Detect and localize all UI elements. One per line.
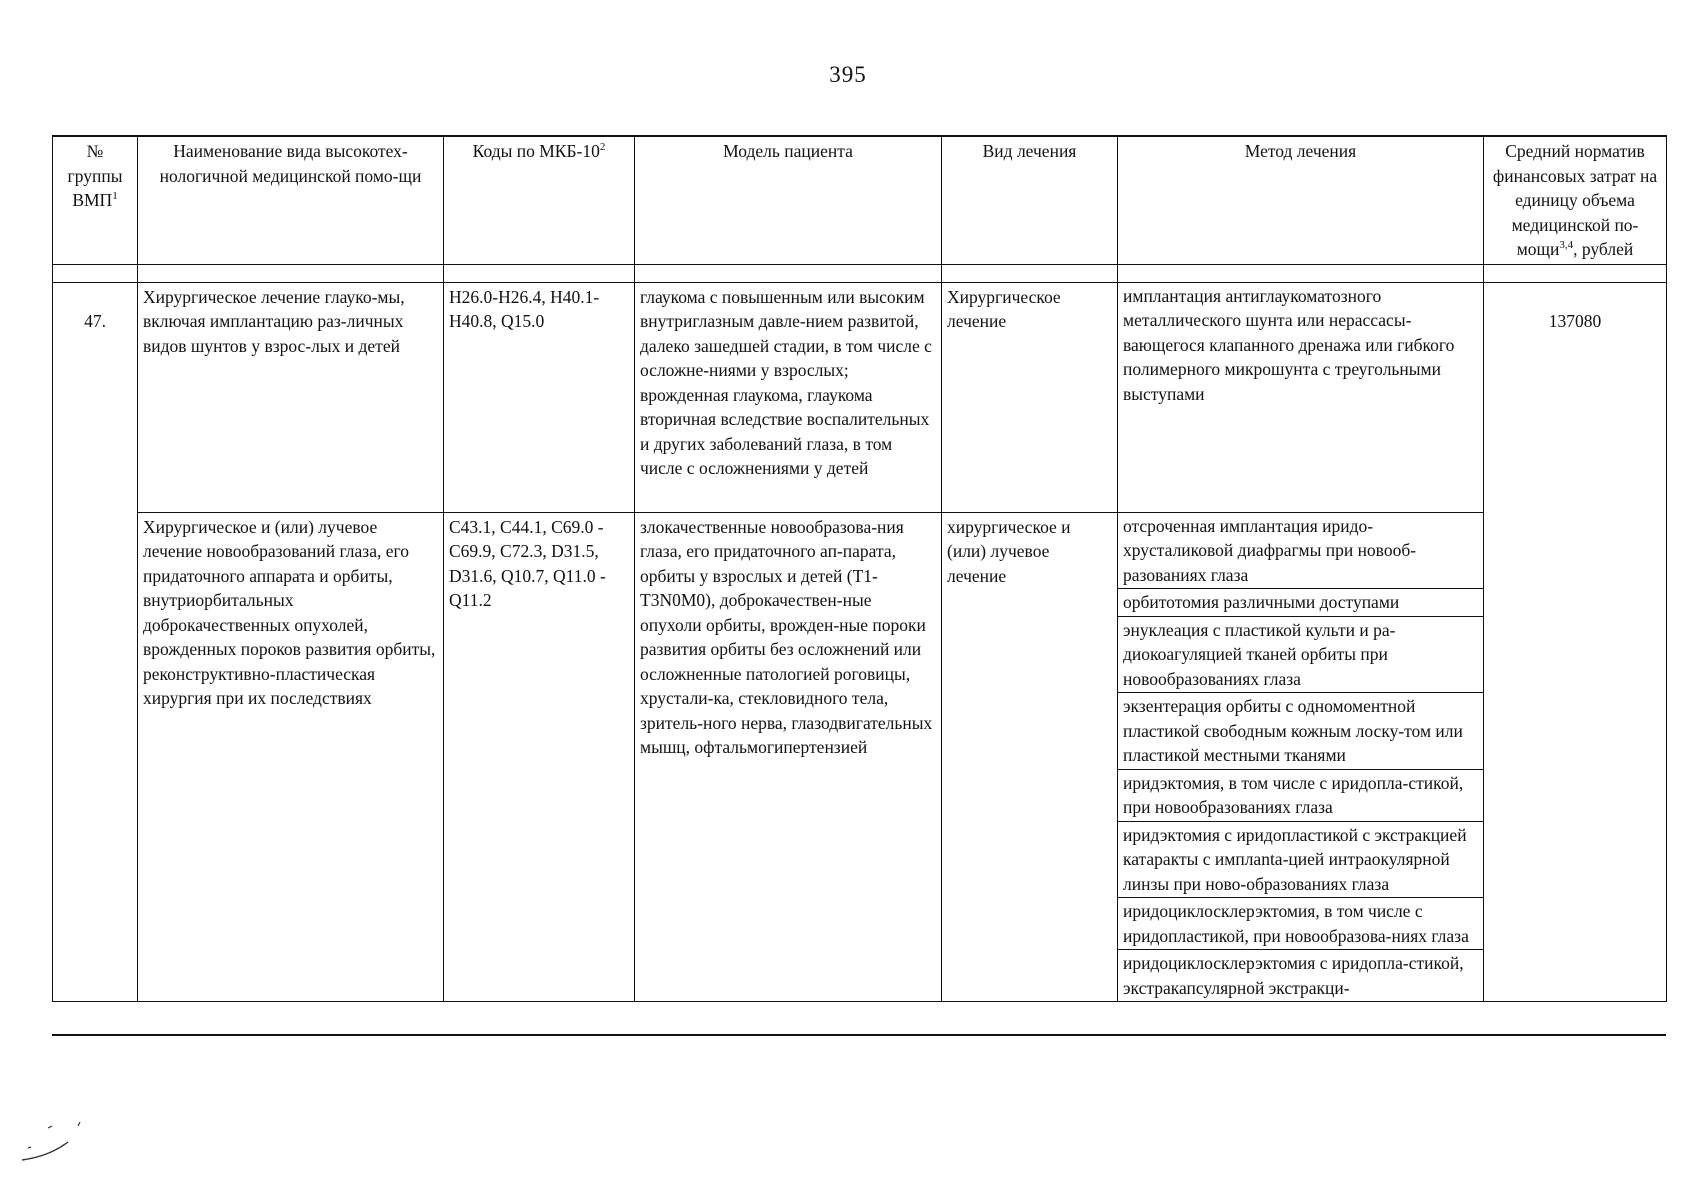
patient-model: глаукома с повышенным или высоким внутриглазным давле-нием развитой, далеко зашедшей стадии, в том числе с осложне-ниями у взрослых; врожденная глаукома, глаукома вторичная вследствие воспалительных и других заболеваний глаза, в том числе с осложнениями у детей: [635, 282, 942, 512]
method-item: иридоциклосклерэктомия, в том числе с иридопластикой, при новообразова-ниях глаза: [1118, 898, 1483, 950]
method-item: иридэктомия, в том числе с иридопла-стикой, при новообразованиях глаза: [1118, 770, 1483, 822]
table-row: [53, 512, 1667, 1002]
services-table: [52, 135, 1667, 1002]
patient-model: злокачественные новообразова-ния глаза, его придаточного ап-парата, орбиты у взрослых и детей (T1-T3N0M0), доброкачествен-ные опухоли орбиты, врожден-ные пороки развития орбиты без осложнений или осложненные патологией роговицы, хрустали-ка, стекловидного тела, зритель-ного нерва, глазодвигательных мышц, офтальмогипертензией: [635, 512, 942, 1002]
method-item: иридоциклосклерэктомия с иридопла-стикой, экстракапсулярной экстракци-: [1123, 953, 1464, 998]
group-number: 47.: [53, 282, 138, 1002]
average-cost: 137080: [1484, 282, 1667, 1002]
header-icd-codes: Коды по МКБ-$10^2$: [444, 136, 635, 264]
table-bottom-rule: [52, 1034, 1666, 1036]
method-item: энуклеация с пластикой культи и ра-диокоагуляцией тканей орбиты при новообразованиях глаза: [1118, 617, 1483, 694]
method-item: отсроченная имплантация иридо-хрусталиковой диафрагмы при новооб-разованиях глаза: [1118, 513, 1483, 590]
method-item: имплантация антиглаукоматозного металлического шунта или нерассасы-вающегося клапанного дренажа или гибкого полимерного микрошунта с треугольными выступами: [1123, 285, 1455, 404]
page-number: 395: [829, 62, 867, 87]
icd-codes: C43.1, C44.1, C69.0 - C69.9, C72.3, D31.5, D31.6, Q10.7, Q11.0 - Q11.2: [444, 512, 635, 1002]
treatment-methods: [1118, 512, 1484, 1002]
header-patient-model: Модель пациента: [635, 136, 942, 264]
treatment-methods: [1118, 282, 1484, 512]
header-treatment-method: Метод лечения: [1118, 136, 1484, 264]
header-group-number: № группы ВМП$^1$: [53, 136, 138, 264]
treatment-type: хирургическое и (или) лучевое лечение: [942, 512, 1118, 1002]
treatment-type: Хирургическое лечение: [942, 282, 1118, 512]
table-row: [53, 282, 1667, 512]
table-header-row: [53, 136, 1667, 264]
method-item: экзентерация орбиты с одномоментной пластикой свободным кожным лоску-том или пластикой местными тканями: [1118, 693, 1483, 770]
pen-mark: [18, 1120, 88, 1170]
header-care-type-name: Наименование вида высокотех-нологичной медицинской помо-щи: [138, 136, 444, 264]
table-spacer-row: [53, 264, 1667, 282]
care-type-name: Хирургическое лечение глауко-мы, включая имплантацию раз-личных видов шунтов у взрос-лых и детей: [138, 282, 444, 512]
header-treatment-type: Вид лечения: [942, 136, 1118, 264]
method-item: иридэктомия с иридопластикой с экстракцией катаракты с имплanta-цией интраокулярной линзы при ново-образованиях глаза: [1118, 822, 1483, 899]
method-item: орбитотомия различными доступами: [1118, 589, 1483, 617]
care-type-name: Хирургическое и (или) лучевое лечение новообразований глаза, его придаточного аппарата и орбиты, внутриорбитальных доброкачественных опухолей, врожденных пороков развития орбиты, реконструктивно-пластическая хирургия при их последствиях: [138, 512, 444, 1002]
icd-codes: H26.0-H26.4, H40.1-H40.8, Q15.0: [444, 282, 635, 512]
header-average-cost: Средний норматив финансовых затрат на единицу объема медицинской по-мощи$^{3,4}$, рублей: [1484, 136, 1667, 264]
